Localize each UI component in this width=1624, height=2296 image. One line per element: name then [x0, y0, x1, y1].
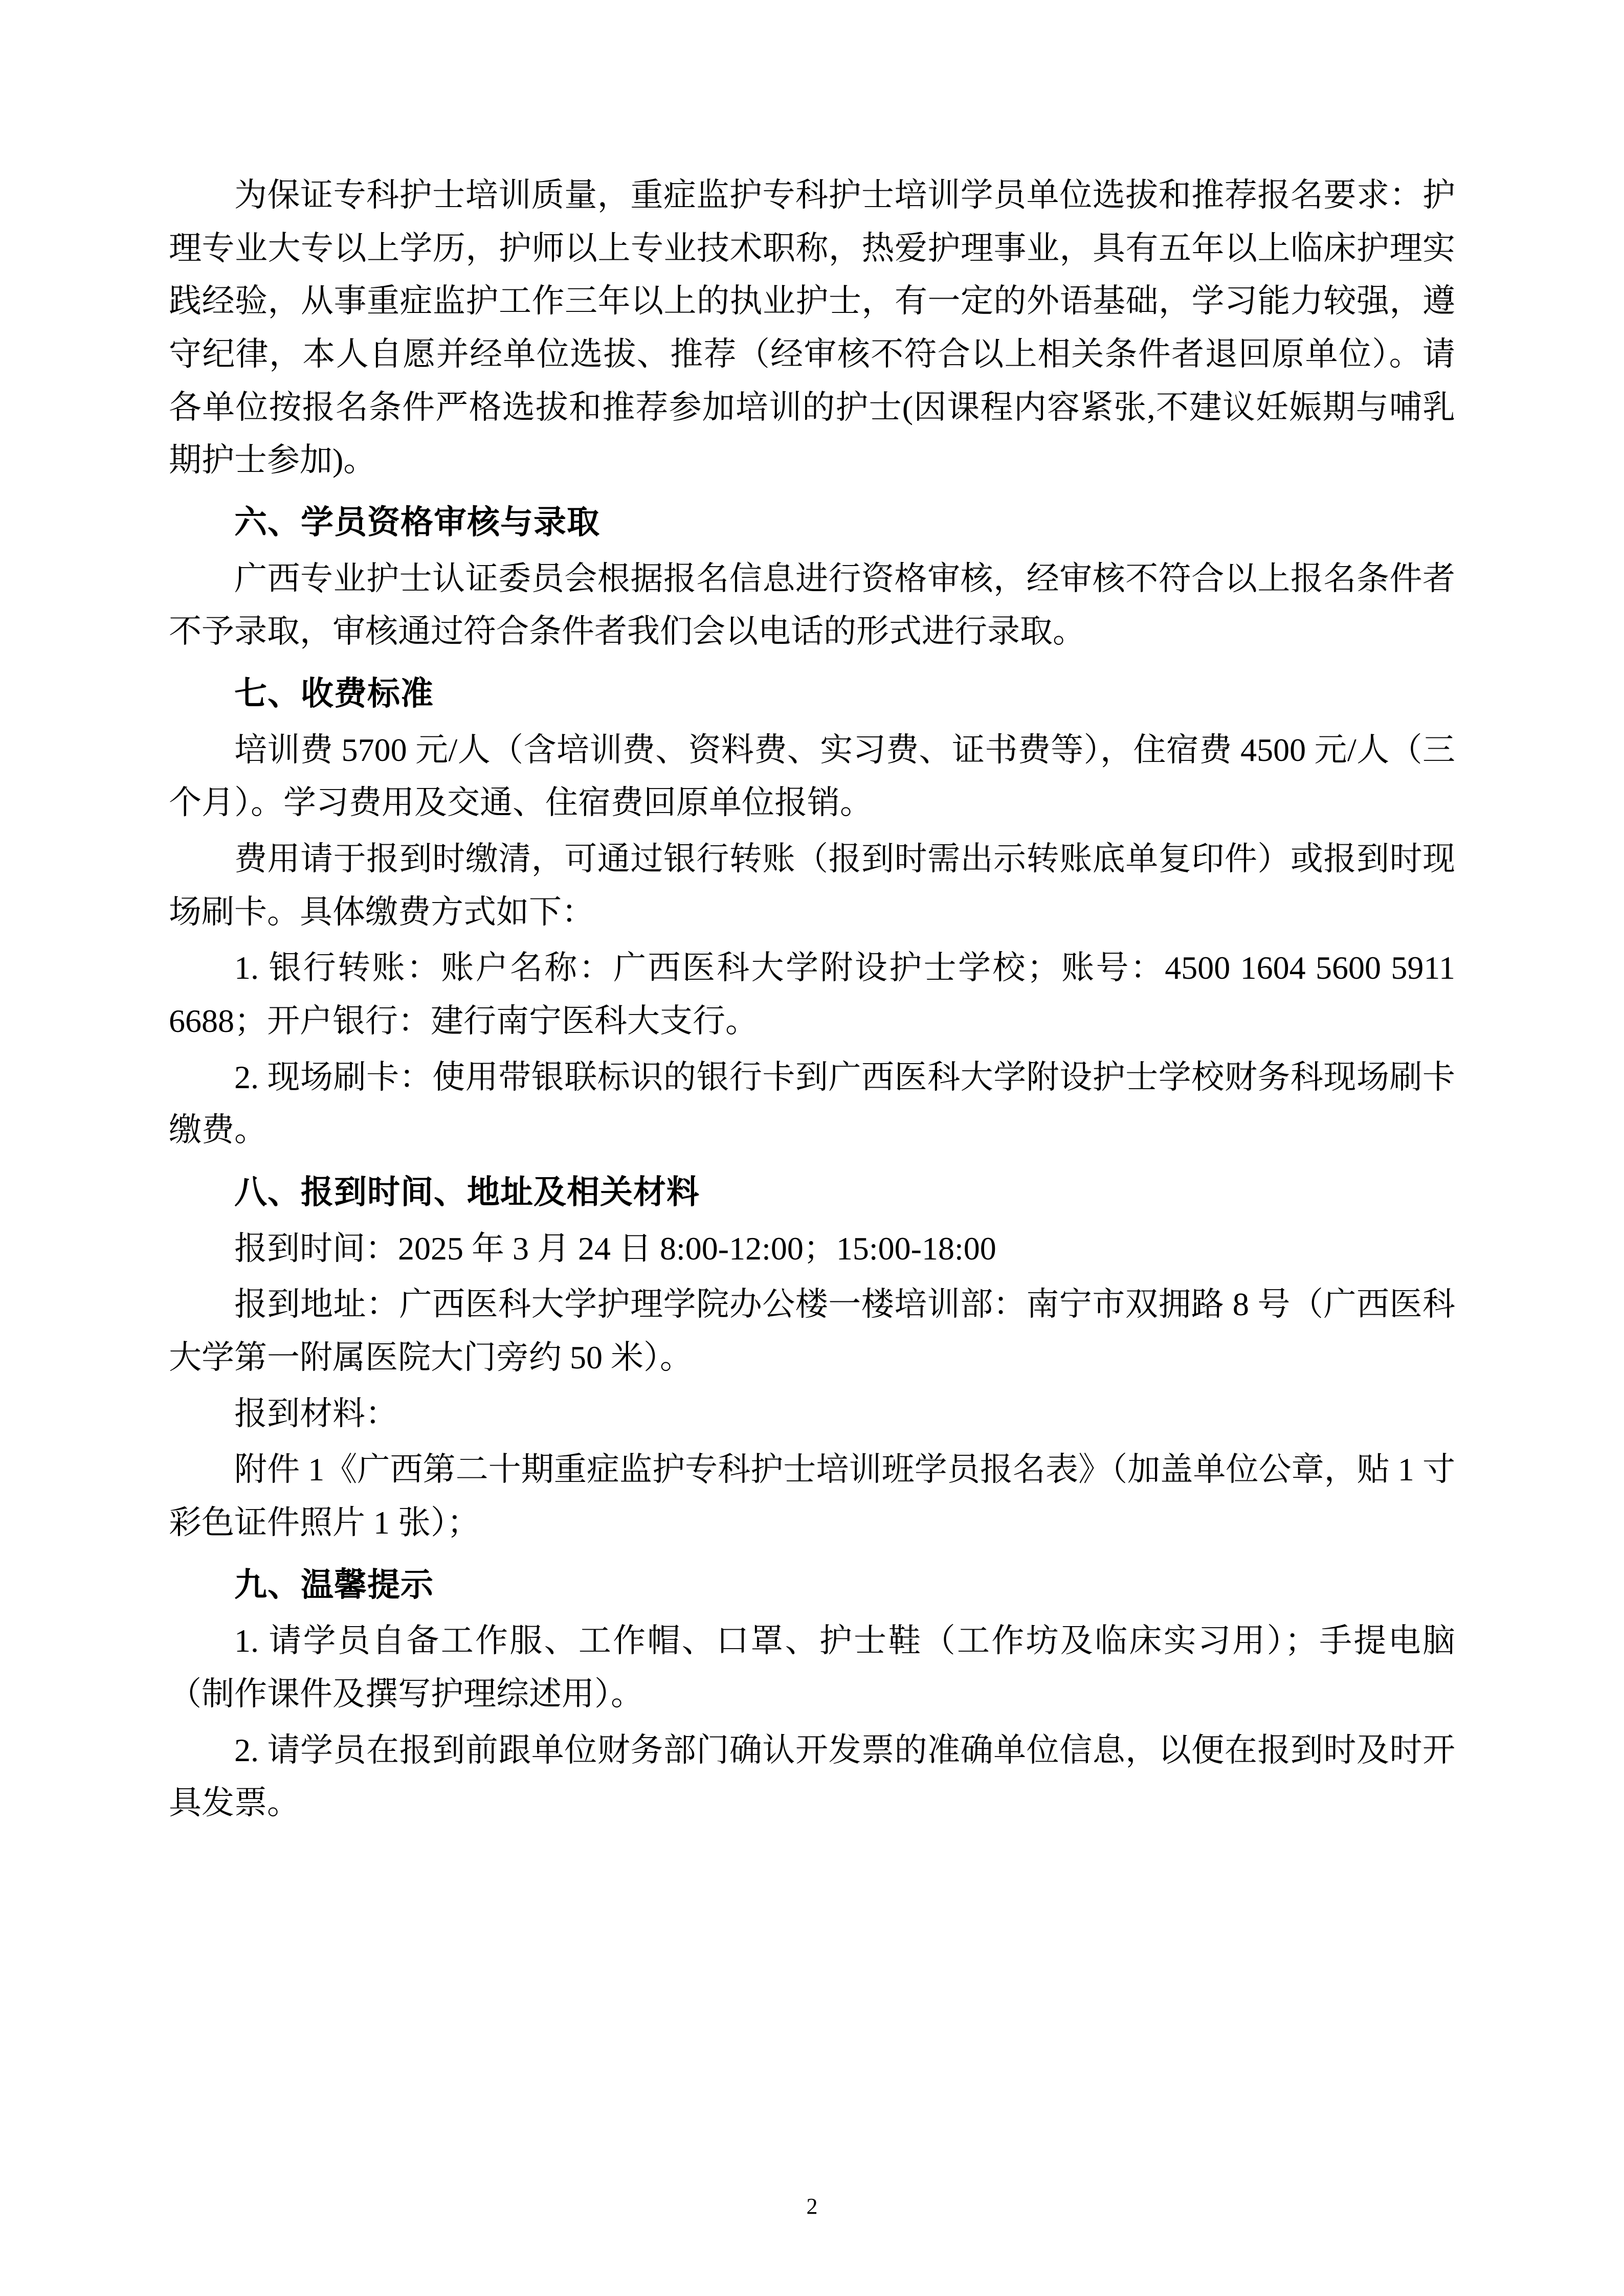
paragraph-fee-standard: 培训费 5700 元/人（含培训费、资料费、实习费、证书费等），住宿费 4500 元/人（三个月）。学习费用及交通、住宿费回原单位报销。: [169, 731, 1455, 821]
document-body: [169, 169, 1455, 1830]
paragraph-tip-one: 1. 请学员自备工作服、工作帽、口罩、护士鞋（工作坊及临床实习用）；手提电脑（制作课件及撰写护理综述用）。: [169, 1623, 1455, 1713]
paragraph-qualification-review: 广西专业护士认证委员会根据报名信息进行资格审核，经审核不符合以上报名条件者不予录取，审核通过符合条件者我们会以电话的形式进行录取。: [169, 560, 1455, 650]
paragraph-report-address: 报到地址：广西医科大学护理学院办公楼一楼培训部：南宁市双拥路 8 号（广西医科大学第一附属医院大门旁约 50 米）。: [169, 1286, 1455, 1376]
paragraph-report-time: 报到时间：2025 年 3 月 24 日 8:00-12:00；15:00-18:00: [234, 1230, 996, 1267]
heading-section-six: 六、学员资格审核与录取: [234, 504, 600, 541]
heading-section-nine: 九、温馨提示: [234, 1566, 434, 1603]
paragraph-payment-methods-intro: 费用请于报到时缴清，可通过银行转账（报到时需出示转账底单复印件）或报到时现场刷卡。具体缴费方式如下：: [169, 841, 1455, 930]
paragraph-card-payment: 2. 现场刷卡：使用带银联标识的银行卡到广西医科大学附设护士学校财务科现场刷卡缴费。: [169, 1059, 1455, 1149]
paragraph-selection-requirements: 为保证专科护士培训质量，重症监护专科护士培训学员单位选拔和推荐报名要求：护理专业大专以上学历，护师以上专业技术职称，热爱护理事业，具有五年以上临床护理实践经验，从事重症监护工作三年以上的执业护士，有一定的外语基础，学习能力较强，遵守纪律，本人自愿并经单位选拔、推荐（经审核不符合以上相关条件者退回原单位）。请各单位按报名条件严格选拔和推荐参加培训的护士(因课程内容紧张,不建议妊娠期与哺乳期护士参加)。: [169, 177, 1455, 479]
paragraph-tip-two: 2. 请学员在报到前跟单位财务部门确认开发票的准确单位信息，以便在报到时及时开具发票。: [169, 1731, 1455, 1821]
paragraph-attachment-one: 附件 1《广西第二十期重症监护专科护士培训班学员报名表》（加盖单位公章，贴 1 寸彩色证件照片 1 张）；: [169, 1451, 1455, 1541]
paragraph-bank-transfer: 1. 银行转账：账户名称：广西医科大学附设护士学校；账号：4500 1604 5600 5911 6688；开户银行：建行南宁医科大支行。: [169, 950, 1455, 1040]
heading-section-eight: 八、报到时间、地址及相关材料: [234, 1174, 700, 1211]
page-number: 2: [806, 2194, 818, 2219]
heading-section-seven: 七、收费标准: [234, 675, 434, 712]
paragraph-report-materials-label: 报到材料：: [234, 1395, 398, 1432]
